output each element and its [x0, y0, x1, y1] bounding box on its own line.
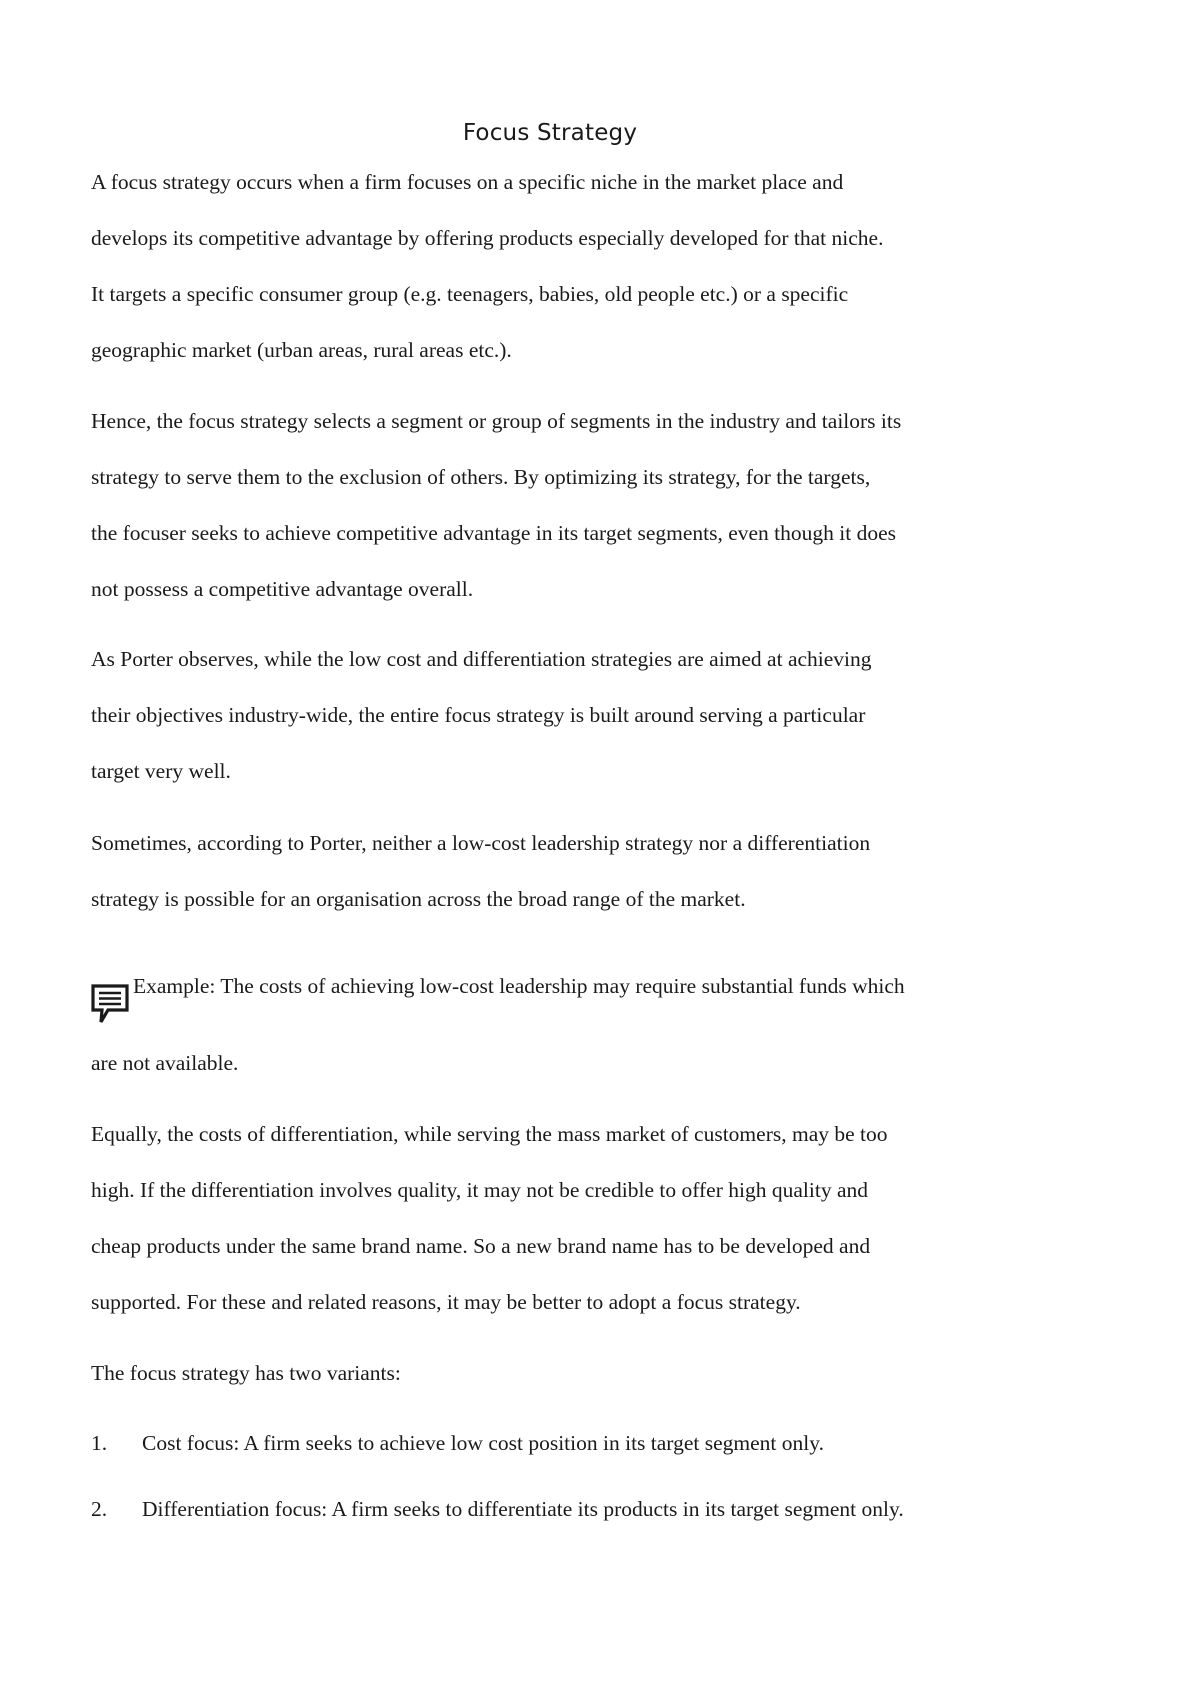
list-number: 1.	[91, 1431, 108, 1455]
paragraph-equally	[91, 1106, 1051, 1330]
paragraph-porter-observes	[91, 631, 1051, 799]
list-number: 2.	[91, 1497, 108, 1521]
variants-intro: The focus strategy has two variants:	[91, 1361, 401, 1385]
text-line: strategy to serve them to the exclusion of others. By optimizing its strategy, for the targets,	[91, 465, 871, 489]
list-text: Differentiation focus: A firm seeks to differentiate its products in its target segment only.	[142, 1497, 904, 1521]
text-line: Hence, the focus strategy selects a segment or group of segments in the industry and tailors its	[91, 409, 902, 433]
paragraph-focus-definition	[91, 154, 1051, 378]
text-line: the focuser seeks to achieve competitive advantage in its target segments, even though it does	[91, 521, 897, 545]
text-line: Sometimes, according to Porter, neither a low-cost leadership strategy nor a differentiation	[91, 831, 871, 855]
text-line: As Porter observes, while the low cost and differentiation strategies are aimed at achieving	[91, 647, 872, 671]
page-title: Focus Strategy	[462, 120, 638, 146]
text-line: high. If the differentiation involves quality, it may not be credible to offer high quality and	[91, 1178, 868, 1202]
text-line: develops its competitive advantage by offering products especially developed for that niche.	[91, 226, 884, 250]
text-line: cheap products under the same brand name. So a new brand name has to be developed and	[91, 1234, 871, 1258]
text-line: target very well.	[91, 759, 231, 783]
text-line: geographic market (urban areas, rural areas etc.).	[91, 338, 512, 362]
speech-bubble-icon	[90, 983, 130, 1025]
text-line: It targets a specific consumer group (e.g. teenagers, babies, old people etc.) or a specific	[91, 282, 849, 306]
text-line: supported. For these and related reasons, it may be better to adopt a focus strategy.	[91, 1290, 801, 1314]
list-item	[91, 1481, 1051, 1537]
text-line: not possess a competitive advantage overall.	[91, 577, 474, 601]
list-item	[91, 1415, 1051, 1471]
list-text: Cost focus: A firm seeks to achieve low cost position in its target segment only.	[142, 1431, 824, 1455]
example-text-continued: are not available.	[91, 1051, 239, 1075]
text-line: strategy is possible for an organisation across the broad range of the market.	[91, 887, 746, 911]
text-line: A focus strategy occurs when a firm focuses on a specific niche in the market place and	[91, 170, 844, 194]
paragraph-segment-selection	[91, 393, 1051, 617]
text-line: Equally, the costs of differentiation, while serving the mass market of customers, may be too	[91, 1122, 888, 1146]
example-text: Example: The costs of achieving low-cost leadership may require substantial funds which	[133, 974, 905, 998]
text-line: their objectives industry-wide, the entire focus strategy is built around serving a particular	[91, 703, 866, 727]
paragraph-sometimes	[91, 815, 1051, 927]
